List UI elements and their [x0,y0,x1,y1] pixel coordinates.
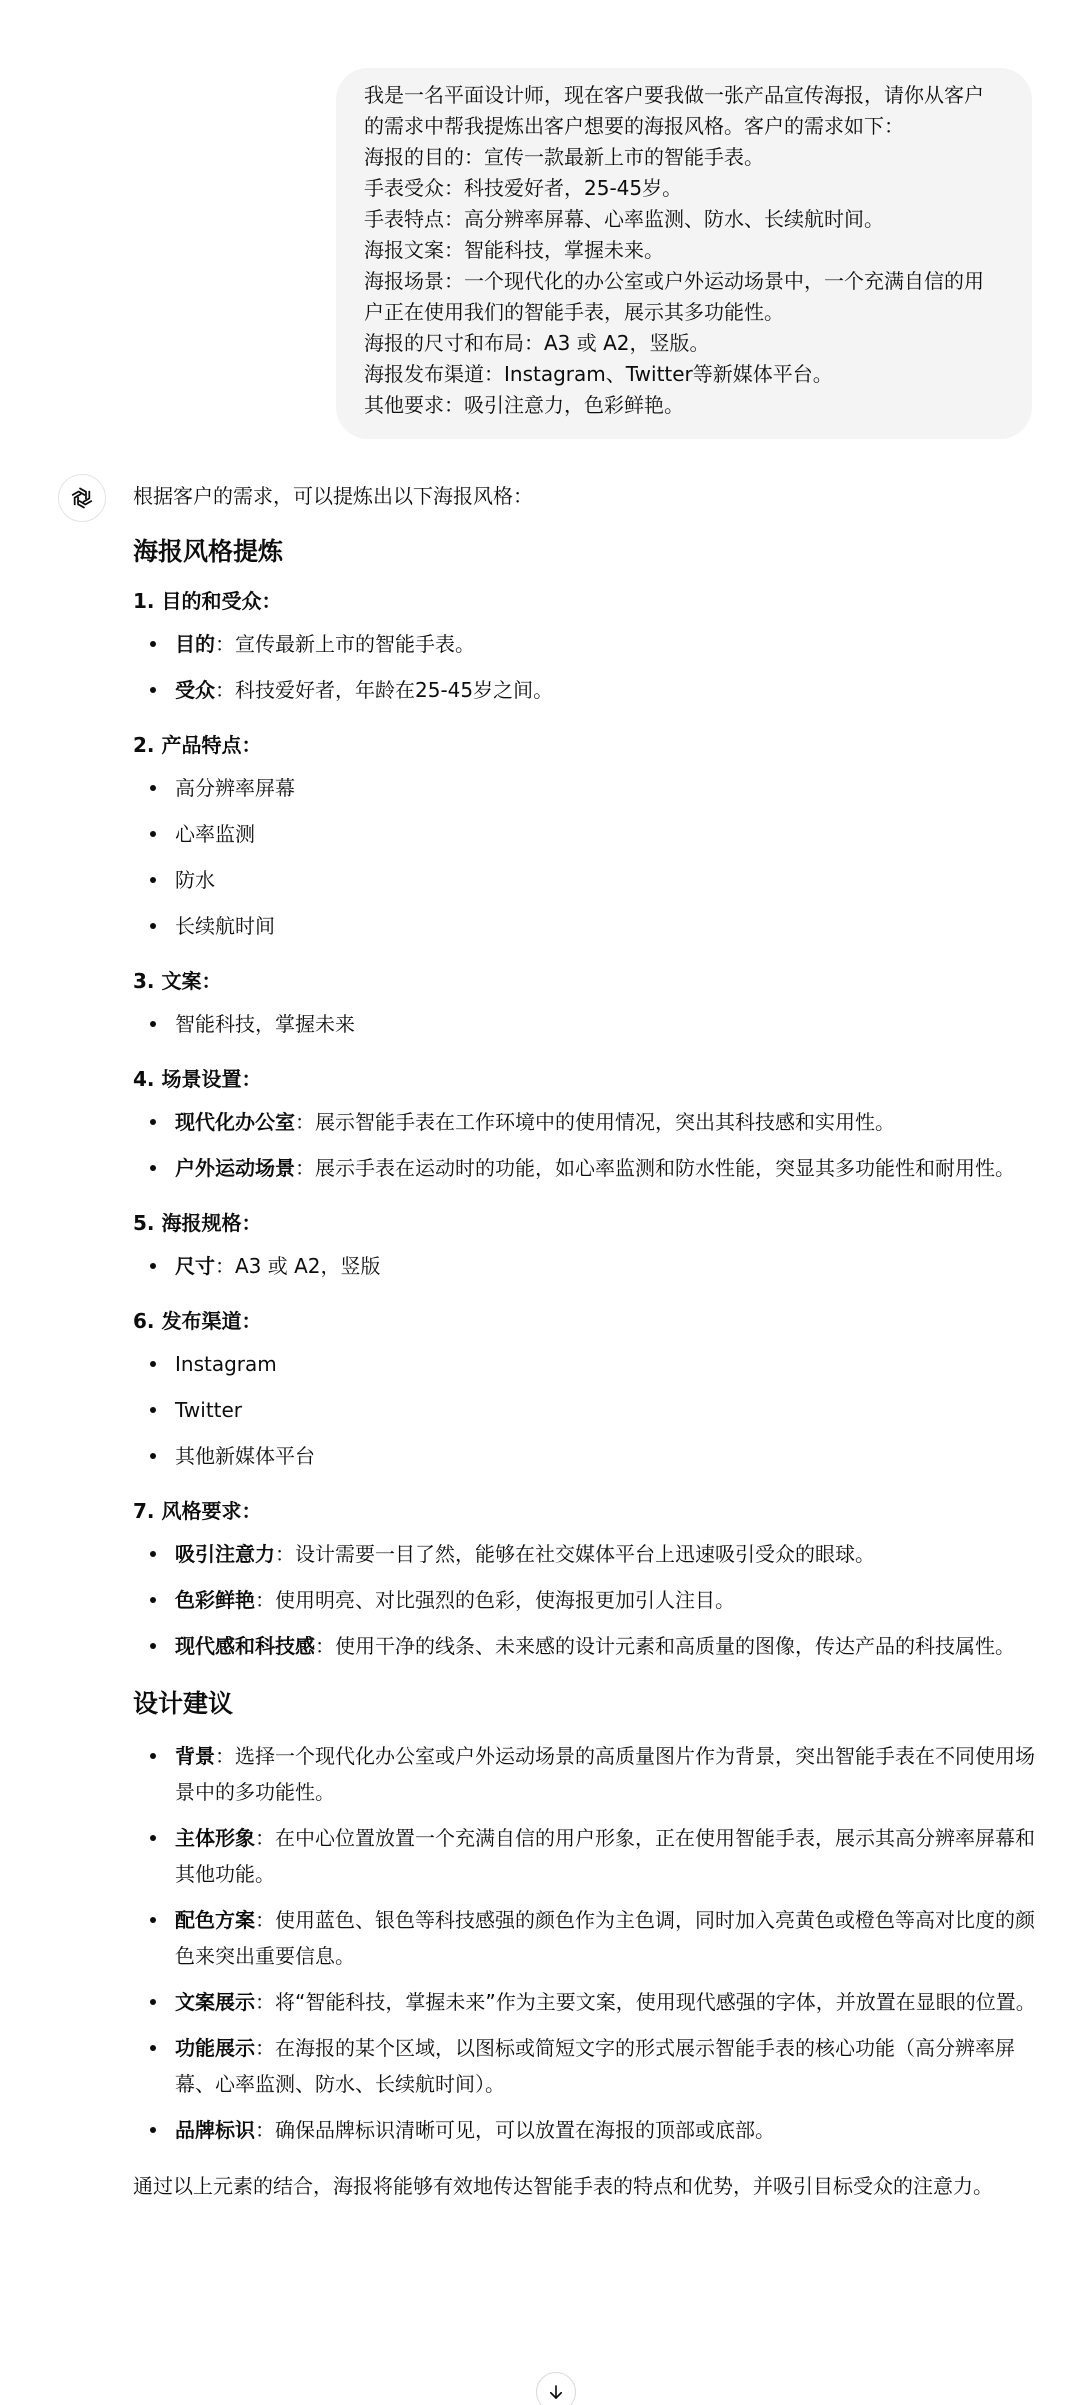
list-item [133,672,1053,708]
list-item [133,1536,1053,1572]
user-message-line: 户正在使用我们的智能手表，展示其多功能性。 [364,300,784,324]
item-text: 心率监测 [175,822,255,846]
style-section [133,730,1053,944]
item-text: ：A3 或 A2，竖版 [215,1254,381,1278]
item-text: ：在海报的某个区域，以图标或简短文字的形式展示智能手表的核心功能（高分辨率屏幕、心率监测、防水、长续航时间）。 [175,2036,1015,2096]
item-text: ：使用干净的线条、未来感的设计元素和高质量的图像，传达产品的科技属性。 [315,1634,1015,1658]
item-label: 品牌标识 [175,2118,255,2142]
list-item [133,1346,1053,1382]
item-label: 功能展示 [175,2036,255,2060]
item-label: 现代感和科技感 [175,1634,315,1658]
item-text: 其他新媒体平台 [175,1444,315,1468]
list-item [133,1820,1053,1892]
item-text: ：设计需要一目了然，能够在社交媒体平台上迅速吸引受众的眼球。 [275,1542,875,1566]
assistant-message [133,478,1053,2204]
style-section [133,1208,1053,1284]
user-message-line: 的需求中帮我提炼出客户想要的海报风格。客户的需求如下： [364,114,904,138]
list-item [133,862,1053,898]
list-item [133,1984,1053,2020]
item-text: 高分辨率屏幕 [175,776,295,800]
suggestion-list [133,1738,1053,2148]
list-item [133,1392,1053,1428]
section-title: 7. 风格要求： [133,1499,262,1523]
item-label: 主体形象 [175,1826,255,1850]
item-label: 吸引注意力 [175,1542,275,1566]
style-sections [133,586,1053,1664]
style-section [133,1306,1053,1474]
user-message-line: 海报的尺寸和布局：A3 或 A2，竖版。 [364,331,710,355]
item-text: 防水 [175,868,215,892]
section-list [133,1248,1053,1284]
section-list [133,1104,1053,1186]
item-text: ：展示手表在运动时的功能，如心率监测和防水性能，突显其多功能性和耐用性。 [295,1156,1015,1180]
item-text: ：使用明亮、对比强烈的色彩，使海报更加引人注目。 [255,1588,735,1612]
heading-style: 海报风格提炼 [133,537,284,566]
section-title: 5. 海报规格： [133,1211,262,1235]
item-text: ：在中心位置放置一个充满自信的用户形象，正在使用智能手表，展示其高分辨率屏幕和其他功能。 [175,1826,1035,1886]
section-list [133,1006,1053,1042]
list-item [133,1438,1053,1474]
style-section [133,966,1053,1042]
item-label: 受众 [175,678,215,702]
user-message-line: 手表受众：科技爱好者，25-45岁。 [364,176,683,200]
list-item [133,626,1053,662]
item-label: 户外运动场景 [175,1156,295,1180]
list-item [133,770,1053,806]
item-label: 尺寸 [175,1254,215,1278]
item-text: ：科技爱好者，年龄在25-45岁之间。 [215,678,554,702]
user-message-line: 海报文案：智能科技，掌握未来。 [364,238,664,262]
section-list [133,626,1053,708]
item-label: 目的 [175,632,215,656]
list-item [133,2030,1053,2102]
list-item [133,1582,1053,1618]
scroll-to-bottom-button[interactable] [536,2372,576,2405]
user-message-line: 海报发布渠道：Instagram、Twitter等新媒体平台。 [364,362,833,386]
section-title: 2. 产品特点： [133,733,262,757]
list-item [133,1006,1053,1042]
list-item [133,1738,1053,1810]
item-text: ：展示智能手表在工作环境中的使用情况，突出其科技感和实用性。 [295,1110,895,1134]
arrow-down-icon [547,2383,565,2401]
section-title: 4. 场景设置： [133,1067,262,1091]
list-item [133,1248,1053,1284]
item-label: 配色方案 [175,1908,255,1932]
assistant-intro: 根据客户的需求，可以提炼出以下海报风格： [133,484,533,508]
section-list [133,770,1053,944]
section-title: 1. 目的和受众： [133,589,282,613]
section-title: 6. 发布渠道： [133,1309,262,1333]
item-text: ：宣传最新上市的智能手表。 [215,632,475,656]
list-item [133,1628,1053,1664]
list-item [133,1150,1053,1186]
item-label: 背景 [175,1744,215,1768]
item-text: ：使用蓝色、银色等科技感强的颜色作为主色调，同时加入亮黄色或橙色等高对比度的颜色来突出重要信息。 [175,1908,1035,1968]
style-section [133,1064,1053,1186]
item-text: 智能科技，掌握未来 [175,1012,355,1036]
item-text: Twitter [175,1398,243,1422]
user-message-line: 手表特点：高分辨率屏幕、心率监测、防水、长续航时间。 [364,207,884,231]
user-message-line: 我是一名平面设计师，现在客户要我做一张产品宣传海报，请你从客户 [364,83,984,107]
item-label: 现代化办公室 [175,1110,295,1134]
list-item [133,2112,1053,2148]
heading-suggestions: 设计建议 [133,1689,234,1718]
item-text: 长续航时间 [175,914,275,938]
list-item [133,1104,1053,1140]
item-text: ：确保品牌标识清晰可见，可以放置在海报的顶部或底部。 [255,2118,775,2142]
section-list [133,1536,1053,1664]
user-message-line: 海报场景：一个现代化的办公室或户外运动场景中，一个充满自信的用 [364,269,984,293]
item-label: 文案展示 [175,1990,255,2014]
user-message-bubble [336,68,1032,439]
section-list [133,1346,1053,1474]
item-text: ：选择一个现代化办公室或户外运动场景的高质量图片作为背景，突出智能手表在不同使用场景中的多功能性。 [175,1744,1035,1804]
list-item [133,908,1053,944]
style-section [133,586,1053,708]
section-title: 3. 文案： [133,969,222,993]
item-text: ：将“智能科技，掌握未来”作为主要文案，使用现代感强的字体，并放置在显眼的位置。 [255,1990,1036,2014]
item-label: 色彩鲜艳 [175,1588,255,1612]
user-message-line: 海报的目的：宣传一款最新上市的智能手表。 [364,145,764,169]
assistant-summary: 通过以上元素的结合，海报将能够有效地传达智能手表的特点和优势，并吸引目标受众的注意力。 [133,2174,993,2198]
list-item [133,816,1053,852]
item-text: Instagram [175,1352,277,1376]
style-section [133,1496,1053,1664]
list-item [133,1902,1053,1974]
assistant-avatar [58,474,106,522]
user-message-line: 其他要求：吸引注意力，色彩鲜艳。 [364,393,684,417]
openai-logo-icon [68,484,96,512]
